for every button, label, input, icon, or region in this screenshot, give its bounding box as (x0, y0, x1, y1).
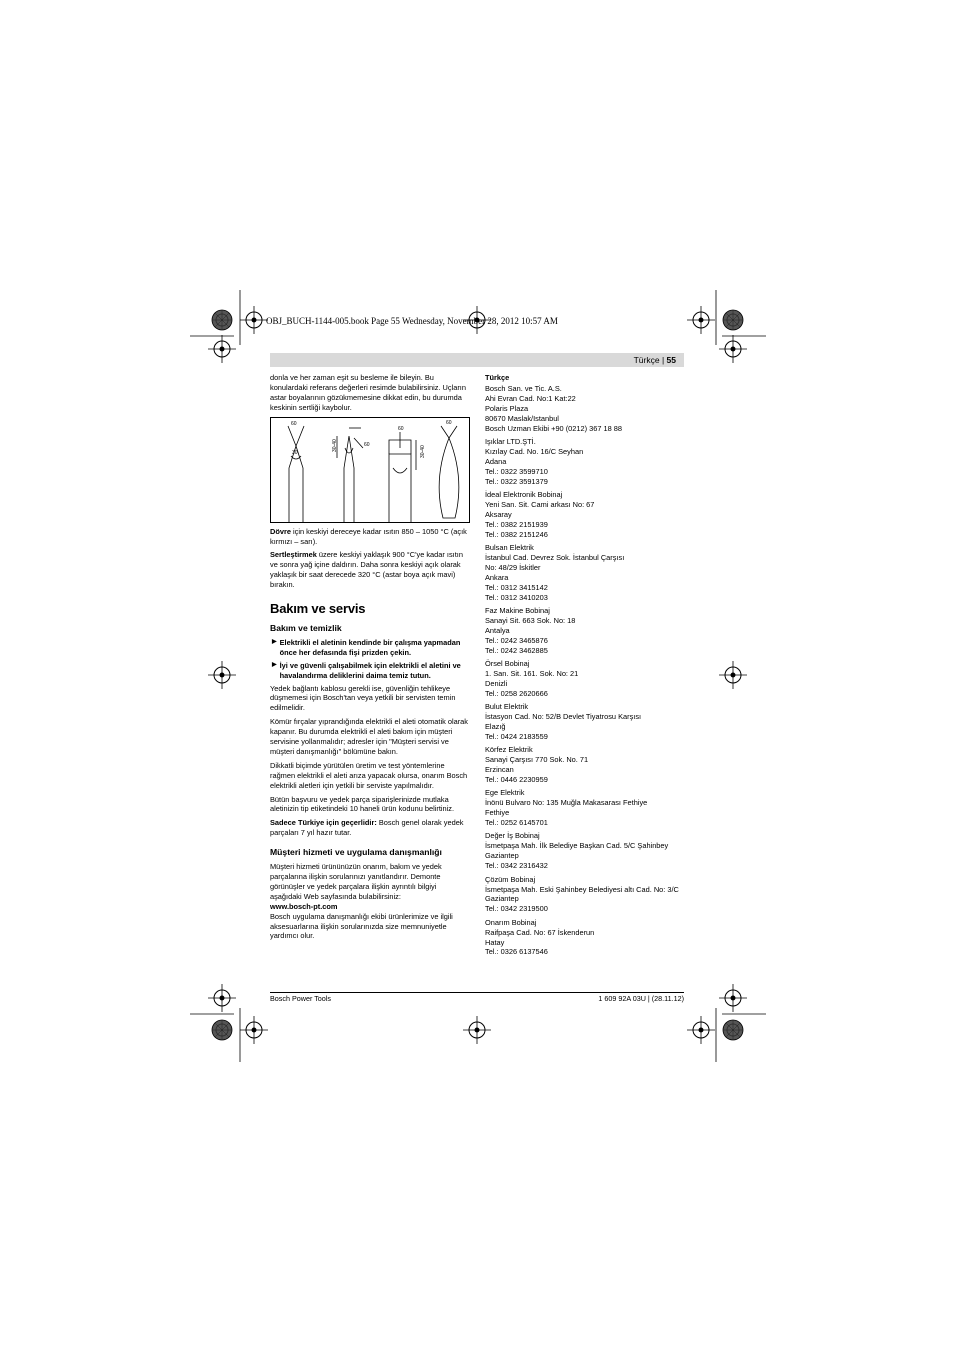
dealer-line: Bosch Uzman Ekibi +90 (0212) 367 18 88 (485, 423, 623, 433)
dealer-line: Tel.: 0312 3410203 (485, 592, 548, 602)
fig-label-3: 30-40 (332, 438, 338, 452)
dealer-line: Aksaray (485, 509, 512, 519)
dealer-line: Sanayi Çarşısı 770 Sok. No. 71 (485, 755, 589, 765)
dealer-line: İsmetpaşa Mah. İlk Belediye Başkan Cad. 5/C Şahinbey (485, 841, 669, 851)
dealer-line: Ege Elektrik (485, 788, 525, 798)
dealer-entry (485, 702, 685, 742)
dealer-line: Tel.: 0242 3465876 (485, 635, 548, 645)
fig-label-1: 60 (291, 420, 297, 427)
dealer-list (485, 384, 685, 957)
consulting-paragraph: Bosch uygulama danışmanlığı ekibi ürünlerimize ve ilgili aksesuarlarına ilişkin sorularınızda size memnuniyetle yardımcı olur. (270, 911, 453, 941)
dealer-line: Fethiye (485, 808, 510, 818)
service-text: Müşteri hizmeti ürününüzün onarım, bakım ve yedek parçalarına ilişkin sorularınızı yanıtlandırır. Demonte görünüşler ve yedek parçalara ilişkin ayrıntılı bilgiyi aşağıdaki Web sayfasında bulabilirsiniz: (270, 862, 442, 901)
dealer-line: 1. San. Sit. 161. Sok. No: 21 (485, 668, 579, 678)
bullet-unplug (270, 638, 470, 658)
dealer-line: Onarım Bobinaj (485, 917, 537, 927)
dealer-line: İstanbul Cad. Devrez Sok. İstanbul Çarşısı (485, 552, 625, 562)
dealer-line: Yeni San. Sit. Cami arkası No: 67 (485, 499, 595, 509)
dealer-line: Körfez Elektrik (485, 745, 533, 755)
bullet-unplug-text: Elektrikli el aletinin kendinde bir çalışma yapmadan önce her defasında fişi prizden çekin. (279, 637, 461, 657)
intro-paragraph: donla ve her zaman eşit su besleme ile bileyin. Bu konulardaki referans değerleri resimde bulabilirsiniz. Uçların astar boyalarının gözükmemesine dikkat edin, bu durumda keskinin sertliği kaybolur. (270, 373, 466, 412)
dealer-line: Antalya (485, 625, 510, 635)
fig-label-7: 60 (446, 419, 452, 426)
product-code-paragraph: Bütün başvuru ve yedek parça siparişlerinizde mutlaka aletinizin tip etiketindeki 10 haneli ürün kodunu belirtiniz. (270, 794, 455, 814)
dealer-line: Adana (485, 456, 507, 466)
dealer-line: Tel.: 0342 2316432 (485, 861, 548, 871)
dealer-line: İdeal Elektronik Bobinaj (485, 489, 563, 499)
header-text (634, 354, 676, 366)
footer-code: 1 609 92A 03U | (28.11.12) (598, 994, 684, 1003)
fig-label-5: 60 (398, 425, 404, 432)
header-separator: | (661, 355, 665, 365)
dealer-line: Ahi Evran Cad. No:1 Kat:22 (485, 393, 576, 403)
dealer-line: Hatay (485, 937, 505, 947)
dovre-text: için keskiyi dereceye kadar ısıtın 850 – 1050 °C (açık kırmızı – sarı). (270, 526, 467, 546)
dealer-line: Bulsan Elektrik (485, 543, 534, 552)
dealer-entry (485, 606, 685, 656)
dealer-line: Tel.: 0326 6137546 (485, 947, 548, 957)
dealer-line: Tel.: 0252 6145701 (485, 818, 548, 828)
dealer-entry (485, 490, 685, 540)
dealer-entry (485, 831, 685, 871)
dealer-line: Işıklar LTD.ŞTİ. (485, 436, 536, 446)
dealer-line: Tel.: 0424 2183559 (485, 731, 548, 741)
turkey-label: Sadece Türkiye için geçerlidir: (270, 818, 377, 828)
dealer-line: Bulut Elektrik (485, 702, 529, 712)
bullet-clean (270, 661, 470, 681)
dealer-line: Denizli (485, 678, 508, 688)
dealer-line: Tel.: 0322 3591379 (485, 476, 548, 486)
bullet-arrow-icon: ▶ (272, 638, 277, 645)
dealer-line: Ankara (485, 572, 509, 582)
repair-paragraph: Dikkatli biçimde yürütülen üretim ve test yöntemlerine rağmen elektrikli el aleti arıza yapacak olursa, onarım Bosch elektrikli aletleri için yetkili bir serviste yapılmalıdır. (270, 760, 468, 790)
dealer-entry (485, 384, 685, 434)
dealer-line: Gaziantep (485, 851, 519, 861)
book-file-line: OBJ_BUCH-1144-005.book Page 55 Wednesday, November 28, 2012 10:57 AM (266, 316, 558, 326)
dealer-line: Değer İş Bobinaj (485, 831, 540, 841)
dealer-line: Bosch San. ve Tic. A.S. (485, 383, 562, 393)
sertlestirmek-label: Sertleştirmek (270, 550, 317, 560)
dealer-line: Kızılay Cad. No. 16/C Seyhan (485, 446, 584, 456)
brushes-paragraph: Kömür fırçalar yıprandığında elektrikli el aleti otomatik olarak kapanır. Bu durumda elektrikli el aleti bakım için müşteri servisine yollanmalıdır; adresler için "Müşteri servisi ve müşteri danışmanlığı" bölümüne bakın. (270, 717, 468, 756)
dealer-entry (485, 788, 685, 828)
fig-label-2: 30 (292, 449, 298, 456)
dealer-line: Raifpaşa Cad. No: 67 İskenderun (485, 927, 595, 937)
fig-label-4: 60 (364, 441, 370, 448)
service-paragraph (270, 862, 470, 912)
dealer-line: Tel.: 0446 2230959 (485, 774, 548, 784)
section-title: Bakım ve servis (270, 601, 366, 617)
bullet-clean-text: İyi ve güvenli çalışabilmek için elektrikli el aletini ve havalandırma deliklerini daima temiz tutun. (279, 660, 461, 680)
dealer-line: Tel.: 0382 2151939 (485, 519, 548, 529)
dealer-line: Örsel Bobinaj (485, 658, 530, 668)
dealer-line: Erzincan (485, 765, 514, 775)
fig-label-6: 30-40 (420, 444, 426, 458)
country-label: Türkçe (485, 373, 510, 382)
dealer-line: No: 48/29 İskitler (485, 562, 541, 572)
sertlestirmek-text: üzere keskiyi yaklaşık 900 °C'ye kadar ısıtın ve sonra yağ içine daldırın. Daha sonra keskiyi açık olarak yaklaşık bir saat derecede 320 °C (astar boya açık mavi) bırakın. (270, 550, 463, 590)
dealer-line: Tel.: 0258 2620666 (485, 688, 548, 698)
footer-brand: Bosch Power Tools (270, 994, 331, 1003)
dealer-line: Sanayi Sit. 663 Sok. No: 18 (485, 615, 576, 625)
sertlestirmek-paragraph (270, 550, 470, 590)
dealer-line: Polaris Plaza (485, 403, 529, 413)
dealer-line: İstasyon Cad. No: 52/B Devlet Tiyatrosu Karşısı (485, 712, 642, 721)
dealer-line: Elazığ (485, 721, 506, 731)
cable-paragraph: Yedek bağlantı kablosu gerekli ise, güvenliğin tehlikeye düşmemesi için Bosch'tan veya yetkili bir servisten temin edilmelidir. (270, 683, 456, 713)
dealer-line: Faz Makine Bobinaj (485, 605, 550, 615)
dealer-line: Çözüm Bobinaj (485, 874, 536, 884)
dealer-entry (485, 659, 685, 699)
header-section: Türkçe (633, 355, 660, 365)
country-heading (485, 373, 685, 383)
chisel-drawing (271, 418, 469, 522)
right-column (485, 373, 685, 961)
dovre-label: Dövre (270, 526, 291, 536)
page-number: 55 (666, 355, 676, 365)
dealer-entry (485, 875, 685, 915)
subsection-service: Müşteri hizmeti ve uygulama danışmanlığı (270, 847, 442, 858)
dealer-line: Tel.: 0342 2319500 (485, 904, 548, 914)
dealer-line: Gaziantep (485, 894, 519, 904)
turkey-paragraph (270, 818, 470, 838)
dealer-entry (485, 437, 685, 487)
dealer-line: Tel.: 0312 3415142 (485, 582, 548, 592)
dealer-entry (485, 745, 685, 785)
turkey-text: Bosch genel olarak yedek parçaları 7 yıl hazır tutar. (270, 818, 464, 838)
website-link[interactable]: www.bosch-pt.com (270, 901, 338, 911)
dealer-line: 80670 Maslak/Istanbul (485, 413, 559, 423)
dealer-line: İsmetpaşa Mah. Eski Şahinbey Belediyesi altı Cad. No: 3/C (485, 884, 679, 894)
dealer-entry (485, 918, 685, 958)
page-header (270, 353, 684, 367)
subsection-maintenance: Bakım ve temizlik (270, 622, 342, 633)
dovre-paragraph (270, 527, 470, 547)
footer-rule (270, 992, 684, 993)
bullet-arrow-icon: ▶ (272, 661, 277, 668)
dealer-line: İnönü Bulvaro No: 135 Muğla Makasarası Fethiye (485, 798, 648, 808)
dealer-line: Tel.: 0242 3462885 (485, 645, 548, 655)
dealer-entry (485, 543, 685, 602)
left-column (270, 373, 470, 945)
dealer-line: Tel.: 0382 2151246 (485, 529, 548, 539)
chisel-figure (270, 417, 470, 523)
dealer-line: Tel.: 0322 3599710 (485, 466, 548, 476)
